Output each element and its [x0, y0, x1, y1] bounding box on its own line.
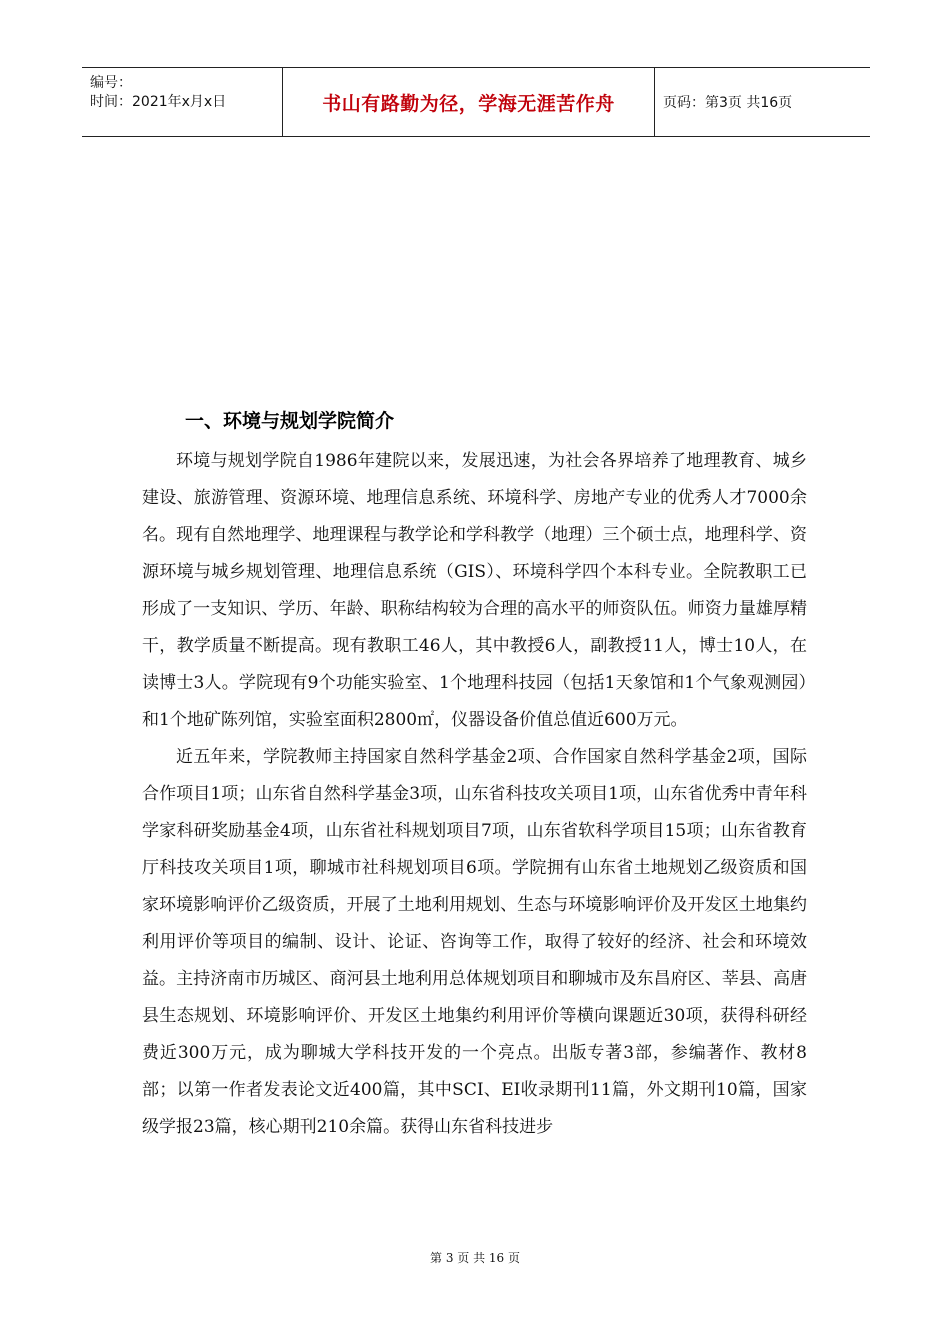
paragraph: 环境与规划学院自1986年建院以来，发展迅速，为社会各界培养了地理教育、城乡建设、旅游管理、资源环境、地理信息系统、环境科学、房地产专业的优秀人才7000余名。现有自然地理学、地理课程与教学论和学科教学（地理）三个硕士点，地理科学、资源环境与城乡规划管理、地理信息系统（GIS）、环境科学四个本科专业。全院教职工已形成了一支知识、学历、年龄、职称结构较为合理的高水平的师资队伍。师资力量雄厚精干，教学质量不断提高。现有教职工46人，其中教授6人，副教授11人，博士10人，在读博士3人。学院现有9个功能实验室、1个地理科技园（包括1天象馆和1个气象观测园）和1个地矿陈列馆，实验室面积2800㎡，仪器设备价值总值近600万元。 — [142, 451, 807, 730]
document-time-label: 时间：2021年x月x日 — [90, 94, 227, 110]
section-title: 一、环境与规划学院简介 — [185, 410, 395, 432]
body-text — [142, 443, 807, 1146]
paragraph: 近五年来，学院教师主持国家自然科学基金2项、合作国家自然科学基金2项，国际合作项目1项；山东省自然科学基金3项，山东省科技攻关项目1项，山东省优秀中青年科学家科研奖励基金4项，山东省社科规划项目7项，山东省软科学项目15项；山东省教育厅科技攻关项目1项，聊城市社科规划项目6项。学院拥有山东省土地规划乙级资质和国家环境影响评价乙级资质，开展了土地利用规划、生态与环境影响评价及开发区土地集约利用评价等项目的编制、设计、论证、咨询等工作，取得了较好的经济、社会和环境效益。主持济南市历城区、商河县土地利用总体规划项目和聊城市及东昌府区、莘县、高唐县生态规划、环境影响评价、开发区土地集约利用评价等横向课题近30项，获得科研经费近300万元，成为聊城大学科技开发的一个亮点。出版专著3部，参编著作、教材8部；以第一作者发表论文近400篇，其中SCI、EI收录期刊11篇，外文期刊10篇，国家级学报23篇，核心期刊210余篇。获得山东省科技进步 — [142, 747, 807, 1137]
header-motto-cell — [282, 68, 655, 136]
page-footer: 第 3 页 共 16 页 — [430, 1251, 520, 1265]
document-number-label: 编号： — [90, 75, 132, 91]
header-page-cell — [655, 68, 870, 136]
header-motto: 书山有路勤为径，学海无涯苦作舟 — [322, 92, 615, 115]
header-meta-cell — [82, 68, 282, 136]
header-table — [82, 67, 870, 137]
header-page-info: 页码：第3页 共16页 — [663, 95, 793, 111]
